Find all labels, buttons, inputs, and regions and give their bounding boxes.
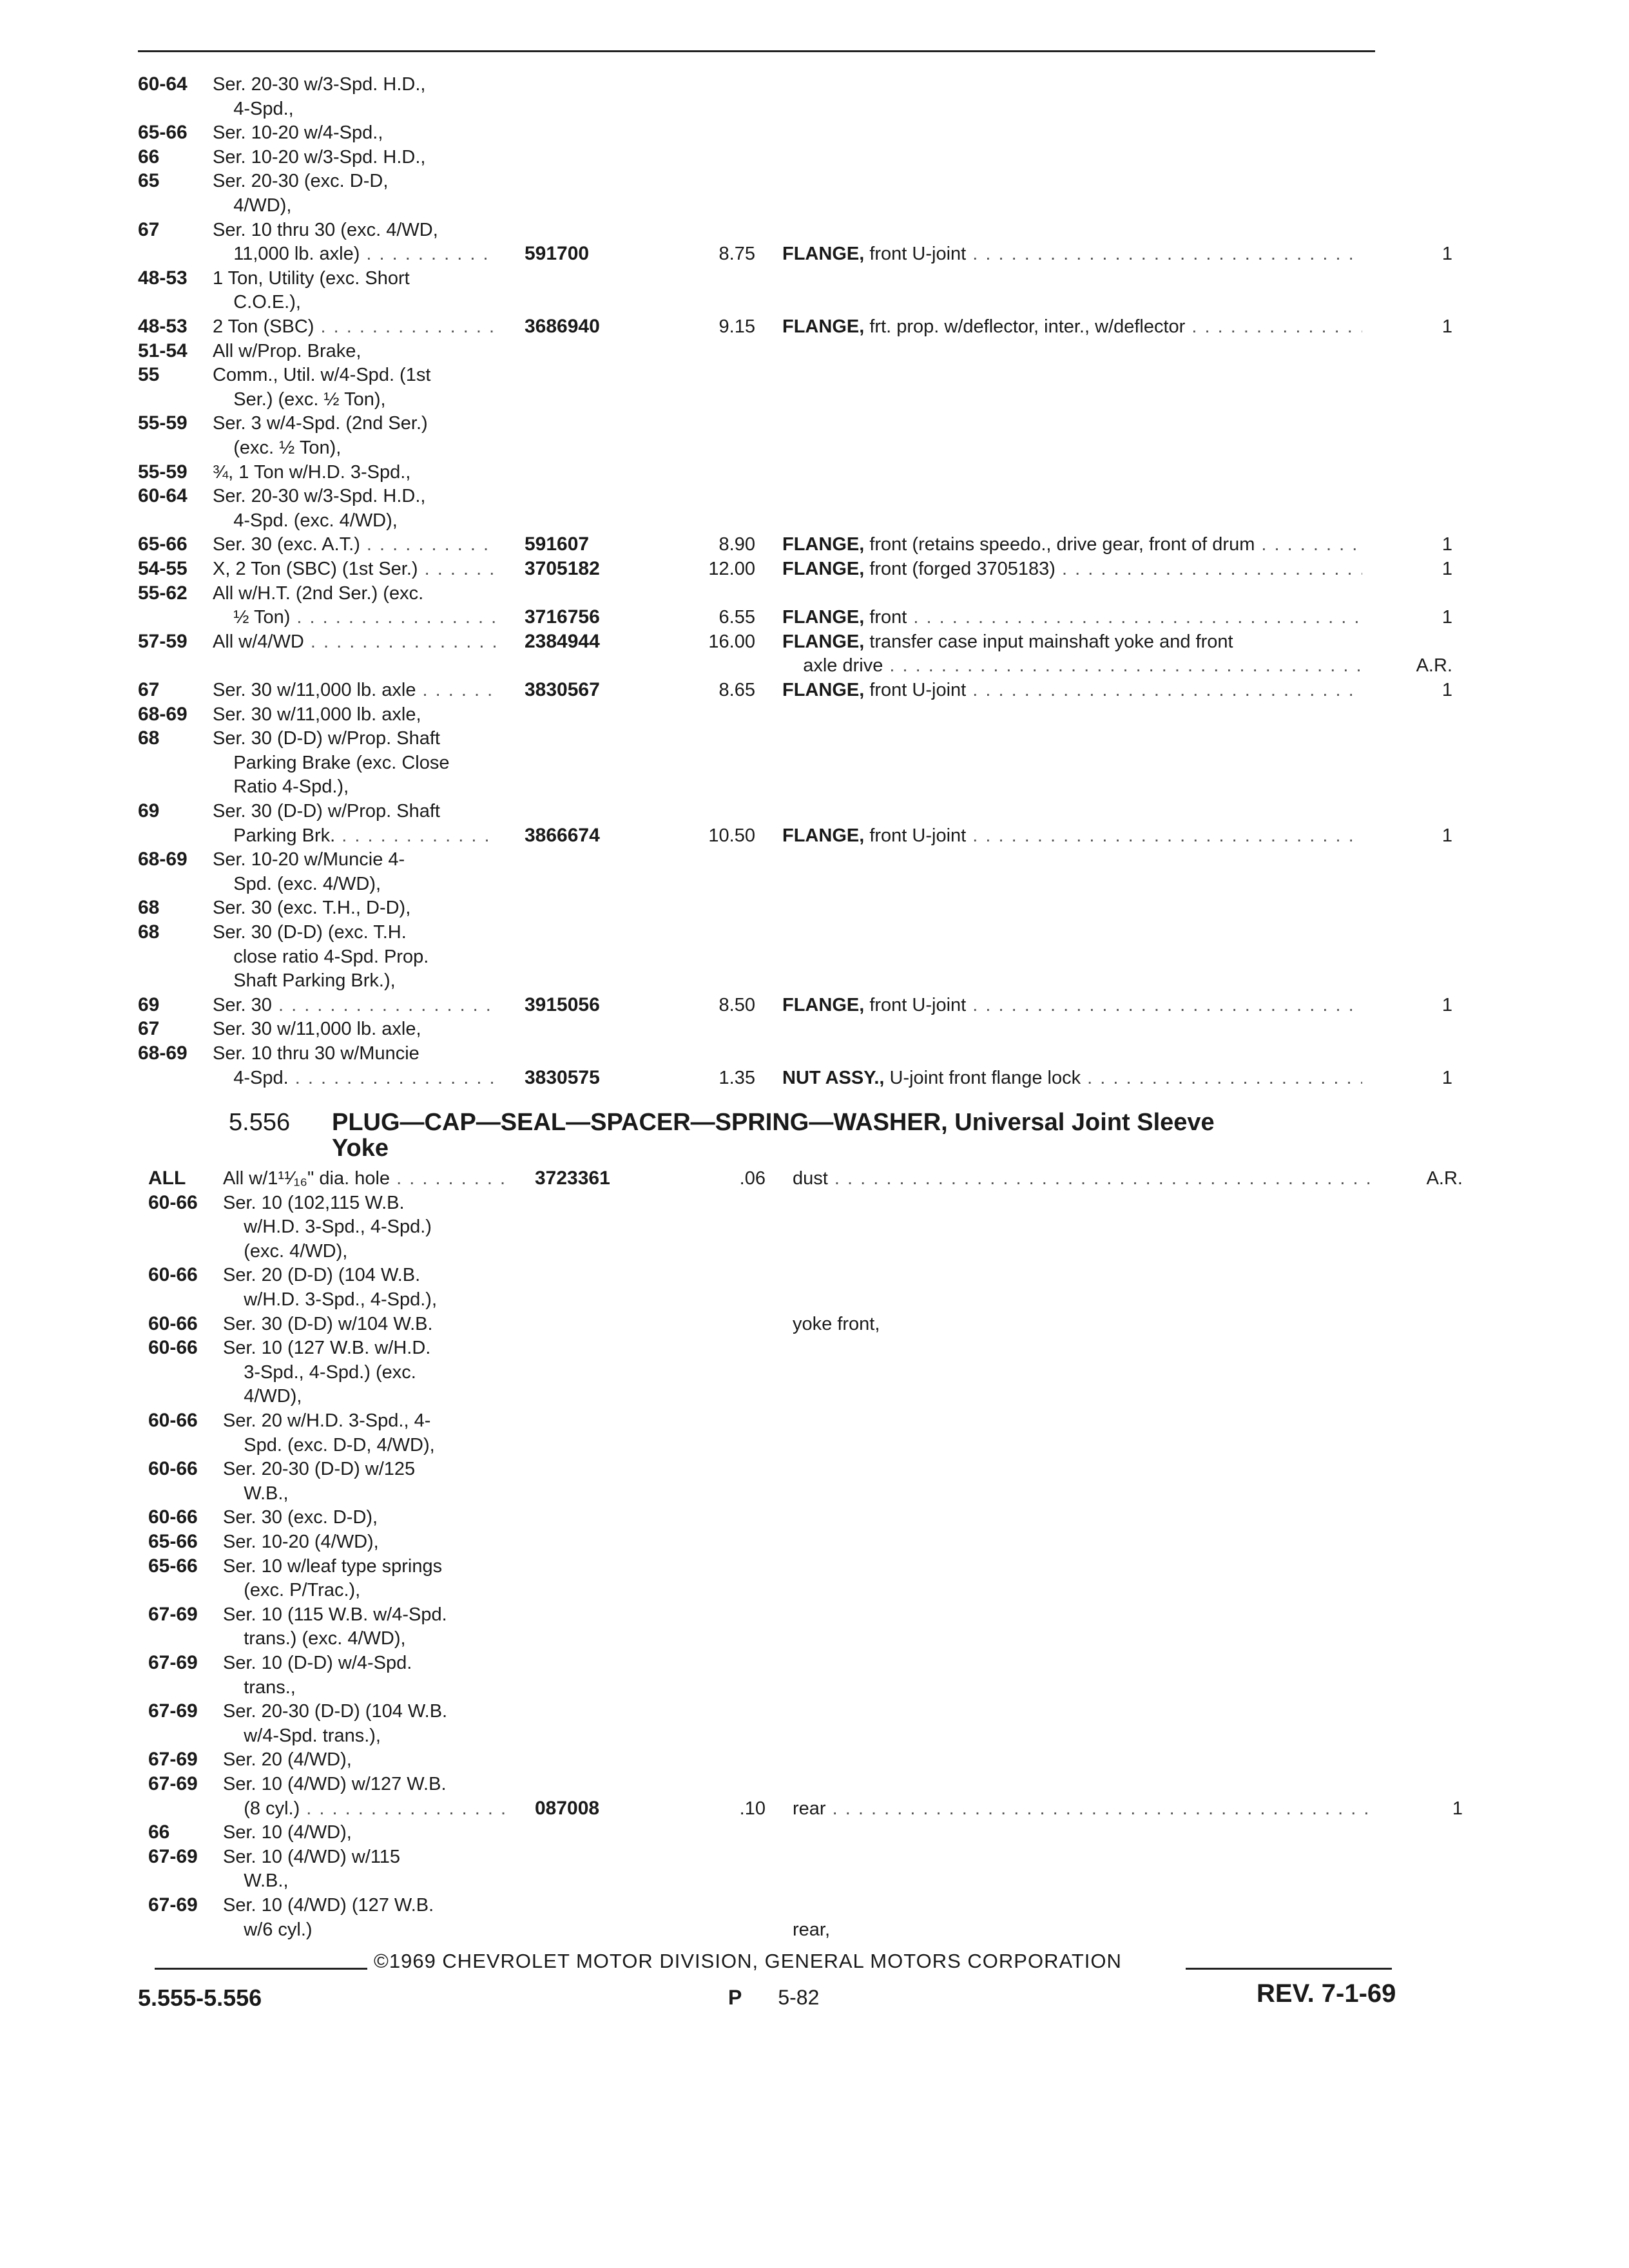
catalog-row <box>138 993 1465 1017</box>
catalog-row <box>138 1017 1465 1041</box>
copyright-notice: ©1969 CHEVROLET MOTOR DIVISION, GENERAL MOTORS CORPORATION <box>374 1950 1122 1972</box>
catalog-row <box>148 1626 1476 1651</box>
price: .06 <box>739 1168 766 1189</box>
part-detail: axle drive <box>782 655 883 677</box>
footer-rule-left <box>155 1968 367 1970</box>
model-years: 65-66 <box>138 122 188 144</box>
application: 2 Ton (SBC) . . . <box>213 314 496 339</box>
model-years: 60-66 <box>148 1312 198 1334</box>
part-name: FLANGE, <box>782 244 865 265</box>
part-number: 3723361 <box>535 1168 610 1189</box>
part-description <box>782 678 1362 702</box>
price: 8.50 <box>718 994 755 1015</box>
page-letter: P <box>728 1986 742 2009</box>
quantity: A.R. <box>1426 1168 1463 1189</box>
model-years: 55 <box>138 364 160 386</box>
revision-date: REV. 7-1-69 <box>1257 1979 1396 2008</box>
part-description <box>782 993 1362 1017</box>
model-years: 60-66 <box>148 1458 198 1480</box>
catalog-row <box>138 629 1465 654</box>
part-description <box>782 242 1362 266</box>
catalog-row <box>138 266 1465 291</box>
application: Parking Brk. . . . <box>213 823 496 848</box>
quantity: 1 <box>1441 244 1452 265</box>
application: Spd. (exc. D-D, 4/WD), <box>223 1434 435 1456</box>
catalog-row <box>148 1845 1476 1869</box>
catalog-row <box>148 1893 1476 1917</box>
catalog-row <box>148 1602 1476 1627</box>
application: Ser. 20-30 (exc. D-D, <box>213 171 389 192</box>
catalog-row <box>148 1312 1476 1336</box>
application: Ser. 20-30 w/3-Spd. H.D., <box>213 74 426 95</box>
model-years: 48-53 <box>138 267 188 289</box>
application: (exc. P/Trac.), <box>223 1580 361 1601</box>
model-years: 68-69 <box>138 1043 188 1064</box>
part-description <box>782 557 1362 581</box>
quantity: 1 <box>1452 1798 1463 1819</box>
quantity: 1 <box>1441 1067 1452 1088</box>
model-years: 57-59 <box>138 630 188 652</box>
part-name: FLANGE, <box>782 316 865 337</box>
catalog-row <box>138 581 1465 606</box>
part-number: 591607 <box>525 533 590 555</box>
page-number: 5-82 <box>778 1986 820 2009</box>
catalog-row <box>138 484 1465 508</box>
model-years: 55-59 <box>138 412 188 434</box>
part-number: 3866674 <box>525 824 600 846</box>
application: Ser. 20 (4/WD), <box>223 1749 352 1771</box>
part-number: 3705182 <box>525 558 600 579</box>
catalog-row <box>148 1239 1476 1264</box>
application: Ser. 10 thru 30 (exc. 4/WD, <box>213 219 438 240</box>
application: Ser. 20-30 w/3-Spd. H.D., <box>213 486 426 507</box>
catalog-row <box>138 678 1465 702</box>
model-years: 69 <box>138 800 160 822</box>
part-detail: front (forged 3705183) <box>864 559 1055 579</box>
model-years: ALL <box>148 1168 186 1189</box>
catalog-row <box>138 145 1465 169</box>
application: Ser. 30 (D-D) w/104 W.B. <box>223 1313 433 1334</box>
part-detail: front U-joint <box>864 994 967 1015</box>
catalog-row <box>148 1699 1476 1724</box>
catalog-row <box>148 1820 1476 1845</box>
page-reference <box>728 1986 819 2010</box>
catalog-row <box>148 1287 1476 1312</box>
application: Ser. 30 (D-D) w/Prop. Shaft <box>213 728 440 749</box>
catalog-row <box>138 896 1465 920</box>
price: 6.55 <box>718 607 755 628</box>
model-years: 60-66 <box>148 1337 198 1359</box>
application: Ser. 20-30 (D-D) (104 W.B. <box>223 1701 448 1722</box>
application: Ser. 30 (exc. T.H., D-D), <box>213 898 411 919</box>
catalog-row <box>138 363 1465 387</box>
catalog-row <box>138 218 1465 242</box>
model-years: 67-69 <box>148 1773 198 1794</box>
model-years: 55-59 <box>138 461 188 483</box>
model-years: 66 <box>138 146 160 168</box>
application: W.B., <box>223 1870 289 1892</box>
part-detail: front U-joint <box>864 244 967 265</box>
model-years: 67-69 <box>148 1652 198 1673</box>
catalog-row <box>138 120 1465 145</box>
part-detail: transfer case input mainshaft yoke and front <box>864 631 1233 652</box>
model-years: 48-53 <box>138 316 188 337</box>
price: 8.65 <box>718 680 755 700</box>
model-years: 67-69 <box>148 1603 198 1625</box>
application: Ser. 10 (127 W.B. w/H.D. <box>223 1338 431 1359</box>
application: All w/4/WD . . . <box>213 629 496 654</box>
part-detail: dust <box>793 1168 828 1189</box>
part-number: 3686940 <box>525 316 600 337</box>
application: Ser. 10 (102,115 W.B. <box>223 1192 405 1213</box>
quantity: 1 <box>1441 994 1452 1015</box>
catalog-row <box>138 532 1465 557</box>
catalog-row <box>138 339 1465 363</box>
application: Ser. 10-20 (4/WD), <box>223 1532 379 1552</box>
application: Ser. 30 w/11,000 lb. axle, <box>213 704 421 725</box>
catalog-row <box>148 1724 1476 1748</box>
price: 8.90 <box>718 534 755 555</box>
application: Ser. 10-20 w/4-Spd., <box>213 122 383 144</box>
section-heading <box>229 1110 1389 1161</box>
model-years: 55-62 <box>138 582 188 604</box>
model-years: 60-64 <box>138 73 188 95</box>
part-detail: rear, <box>793 1919 831 1940</box>
section-range: 5.555-5.556 <box>138 1984 262 2011</box>
part-detail: front U-joint <box>864 680 967 700</box>
application: All w/H.T. (2nd Ser.) (exc. <box>213 582 424 604</box>
quantity: 1 <box>1441 607 1452 628</box>
application: Ser. 10 (4/WD) w/115 <box>223 1846 401 1867</box>
application: Ser. 30 (exc. A.T.) . . . <box>213 532 496 557</box>
catalog-row <box>148 1215 1476 1239</box>
top-rule <box>138 50 1375 52</box>
catalog-row <box>138 945 1465 969</box>
application: Ser. 10 w/leaf type springs <box>223 1555 443 1577</box>
catalog-row <box>138 605 1465 629</box>
part-name: FLANGE, <box>782 680 865 700</box>
part-name: FLANGE, <box>782 559 865 579</box>
part-detail: yoke front, <box>793 1313 880 1334</box>
price: 12.00 <box>708 559 755 579</box>
quantity: 1 <box>1441 680 1452 700</box>
catalog-row <box>148 1869 1476 1893</box>
part-detail: frt. prop. w/deflector, inter., w/deflector <box>864 316 1186 337</box>
catalog-row <box>148 1408 1476 1433</box>
model-years: 60-66 <box>148 1410 198 1431</box>
application: (8 cyl.) . . . <box>223 1796 506 1821</box>
application: 4/WD), <box>213 195 292 216</box>
part-name: FLANGE, <box>782 825 865 846</box>
part-description <box>782 605 1362 629</box>
catalog-row <box>148 1433 1476 1457</box>
application: Ser. 30 w/11,000 lb. axle, <box>213 1019 421 1040</box>
catalog-row <box>148 1917 1476 1942</box>
application: ¾, 1 Ton w/H.D. 3-Spd., <box>213 461 411 483</box>
price: 10.50 <box>708 825 755 846</box>
catalog-row <box>148 1530 1476 1554</box>
part-description <box>793 1917 1373 1942</box>
model-years: 65 <box>138 170 160 192</box>
catalog-row <box>148 1191 1476 1215</box>
part-name: FLANGE, <box>782 631 865 652</box>
application: All w/1¹¹⁄₁₆" dia. hole . . . <box>223 1166 506 1191</box>
catalog-row <box>138 872 1465 896</box>
catalog-row <box>138 823 1465 848</box>
model-years: 68 <box>138 897 160 919</box>
model-years: 68 <box>138 921 160 943</box>
catalog-row <box>148 1651 1476 1675</box>
price: 9.15 <box>718 316 755 337</box>
catalog-row <box>148 1578 1476 1602</box>
model-years: 67 <box>138 218 160 240</box>
quantity: 1 <box>1441 316 1452 337</box>
part-detail: front <box>864 607 907 628</box>
application: trans.) (exc. 4/WD), <box>223 1628 406 1649</box>
model-years: 60-66 <box>148 1191 198 1213</box>
application: 4/WD), <box>223 1386 302 1407</box>
catalog-row <box>138 290 1465 314</box>
application: Ser. 30 w/11,000 lb. axle . . . <box>213 678 496 702</box>
catalog-row <box>148 1772 1476 1796</box>
catalog-row <box>138 387 1465 412</box>
catalog-row <box>148 1336 1476 1360</box>
section-title-continued: Yoke <box>332 1135 389 1162</box>
application: 4-Spd., <box>213 98 294 119</box>
catalog-row <box>138 460 1465 485</box>
application: Ser. 3 w/4-Spd. (2nd Ser.) <box>213 413 428 434</box>
application: All w/Prop. Brake, <box>213 340 361 361</box>
model-years: 60-64 <box>138 485 188 507</box>
model-years: 68-69 <box>138 703 188 725</box>
catalog-row <box>138 920 1465 945</box>
part-description <box>782 1066 1362 1090</box>
model-years: 68-69 <box>138 849 188 870</box>
catalog-row <box>148 1554 1476 1579</box>
application: W.B., <box>223 1483 289 1504</box>
part-number: 3716756 <box>525 606 600 628</box>
catalog-row <box>138 557 1465 581</box>
catalog-row <box>148 1796 1476 1821</box>
catalog-row <box>138 1066 1465 1090</box>
application: trans., <box>223 1677 296 1698</box>
part-name: NUT ASSY., <box>782 1067 885 1088</box>
catalog-row <box>148 1360 1476 1385</box>
catalog-row <box>138 411 1465 436</box>
application: Ser. 10-20 w/3-Spd. H.D., <box>213 146 426 168</box>
part-description <box>793 1796 1373 1821</box>
footer-rule-right <box>1186 1968 1392 1970</box>
catalog-row <box>138 653 1465 678</box>
catalog-row <box>138 968 1465 993</box>
catalog-row <box>148 1505 1476 1530</box>
model-years: 67-69 <box>148 1700 198 1722</box>
model-years: 67 <box>138 1018 160 1040</box>
application: Ser. 30 (D-D) w/Prop. Shaft <box>213 801 440 822</box>
catalog-row <box>138 193 1465 218</box>
price: 1.35 <box>718 1067 755 1088</box>
part-number: 2384944 <box>525 630 600 652</box>
part-number: 3915056 <box>525 994 600 1015</box>
application: Ser. 10 (4/WD), <box>223 1822 352 1843</box>
application: 1 Ton, Utility (exc. Short <box>213 267 410 289</box>
application: Ser. 20 (D-D) (104 W.B. <box>223 1265 421 1286</box>
part-name: FLANGE, <box>782 994 865 1015</box>
model-years: 65-66 <box>148 1531 198 1552</box>
part-number: 591700 <box>525 243 590 265</box>
catalog-row <box>148 1675 1476 1700</box>
model-years: 60-66 <box>148 1506 198 1528</box>
model-years: 60-66 <box>148 1264 198 1286</box>
application: Ratio 4-Spd.), <box>213 776 349 798</box>
catalog-row <box>138 847 1465 872</box>
part-detail: front U-joint <box>864 825 967 846</box>
catalog-row <box>138 436 1465 460</box>
application: Ser. 20 w/H.D. 3-Spd., 4- <box>223 1410 431 1431</box>
part-description <box>793 1166 1373 1191</box>
model-years: 54-55 <box>138 558 188 579</box>
application: Ser. 30 (D-D) (exc. T.H. <box>213 922 407 943</box>
price: .10 <box>739 1798 766 1819</box>
application: Spd. (exc. 4/WD), <box>213 873 381 894</box>
part-description <box>782 314 1362 339</box>
application: 4-Spd. . . . <box>213 1066 496 1090</box>
part-description <box>793 1312 1373 1336</box>
application: Ser. 10 (115 W.B. w/4-Spd. <box>223 1604 447 1625</box>
part-number: 087008 <box>535 1797 600 1819</box>
catalog-row <box>138 774 1465 799</box>
section-title: PLUG—CAP—SEAL—SPACER—SPRING—WASHER, Universal Joint Sleeve <box>332 1109 1215 1136</box>
price: 16.00 <box>708 631 755 652</box>
application: w/6 cyl.) <box>223 1919 313 1940</box>
part-detail: rear <box>793 1798 826 1819</box>
catalog-row <box>138 799 1465 823</box>
section-number: 5.556 <box>229 1109 291 1136</box>
application: 11,000 lb. axle) . . . <box>213 242 496 266</box>
part-description <box>782 532 1362 557</box>
catalog-row <box>138 508 1465 533</box>
application: Ser. 10 (4/WD) (127 W.B. <box>223 1895 434 1916</box>
part-description <box>782 629 1362 654</box>
catalog-row <box>148 1384 1476 1408</box>
application: (exc. ½ Ton), <box>213 437 342 458</box>
application: Ser. 20-30 (D-D) w/125 <box>223 1459 416 1480</box>
application: Ser. 10 (4/WD) w/127 W.B. <box>223 1774 447 1794</box>
model-years: 66 <box>148 1821 170 1843</box>
quantity: 1 <box>1441 534 1452 555</box>
application: close ratio 4-Spd. Prop. <box>213 946 429 967</box>
application: Ser. 10 thru 30 w/Muncie <box>213 1043 419 1064</box>
quantity: A.R. <box>1416 655 1452 677</box>
catalog-row <box>148 1166 1476 1191</box>
quantity: 1 <box>1441 559 1452 579</box>
catalog-row <box>138 702 1465 727</box>
application: Ser. 30 . . . <box>213 993 496 1017</box>
application: ½ Ton) . . . <box>213 605 496 629</box>
part-detail: U-joint front flange lock <box>884 1067 1081 1088</box>
catalog-row <box>148 1481 1476 1506</box>
application: Ser.) (exc. ½ Ton), <box>213 389 386 410</box>
part-number: 3830567 <box>525 679 600 700</box>
application: Ser. 10-20 w/Muncie 4- <box>213 849 405 870</box>
application: Shaft Parking Brk.), <box>213 970 396 992</box>
catalog-row <box>148 1263 1476 1287</box>
part-description <box>782 823 1362 848</box>
part-number: 3830575 <box>525 1066 600 1088</box>
catalog-row <box>138 726 1465 751</box>
model-years: 67-69 <box>148 1749 198 1771</box>
part-description <box>782 653 1362 678</box>
catalog-row <box>138 314 1465 339</box>
application: 3-Spd., 4-Spd.) (exc. <box>223 1361 416 1383</box>
model-years: 67-69 <box>148 1845 198 1867</box>
application: Ser. 30 (exc. D-D), <box>223 1507 378 1528</box>
model-years: 67-69 <box>148 1894 198 1916</box>
model-years: 65-66 <box>148 1555 198 1577</box>
model-years: 68 <box>138 727 160 749</box>
application: w/H.D. 3-Spd., 4-Spd.) <box>223 1216 432 1238</box>
model-years: 51-54 <box>138 340 188 361</box>
application: Parking Brake (exc. Close <box>213 752 450 773</box>
application: 4-Spd. (exc. 4/WD), <box>213 510 398 531</box>
part-detail: front (retains speedo., drive gear, front of drum <box>864 534 1255 555</box>
application: w/H.D. 3-Spd., 4-Spd.), <box>223 1289 437 1310</box>
catalog-row <box>138 72 1465 97</box>
quantity: 1 <box>1441 825 1452 846</box>
model-years: 69 <box>138 994 160 1015</box>
price: 8.75 <box>718 244 755 265</box>
application: C.O.E.), <box>213 292 301 313</box>
model-years: 65-66 <box>138 533 188 555</box>
application: (exc. 4/WD), <box>223 1240 348 1262</box>
part-name: FLANGE, <box>782 607 865 628</box>
catalog-row <box>138 1041 1465 1066</box>
part-name: FLANGE, <box>782 534 865 555</box>
catalog-row <box>138 751 1465 775</box>
application: X, 2 Ton (SBC) (1st Ser.) . . . <box>213 557 496 581</box>
application: Comm., Util. w/4-Spd. (1st <box>213 365 431 386</box>
application: w/4-Spd. trans.), <box>223 1725 381 1746</box>
catalog-row <box>138 169 1465 193</box>
catalog-row <box>148 1747 1476 1772</box>
catalog-row <box>138 97 1465 121</box>
catalog-row <box>138 242 1465 266</box>
catalog-row <box>148 1457 1476 1481</box>
model-years: 67 <box>138 679 160 700</box>
application: Ser. 10 (D-D) w/4-Spd. <box>223 1653 412 1673</box>
